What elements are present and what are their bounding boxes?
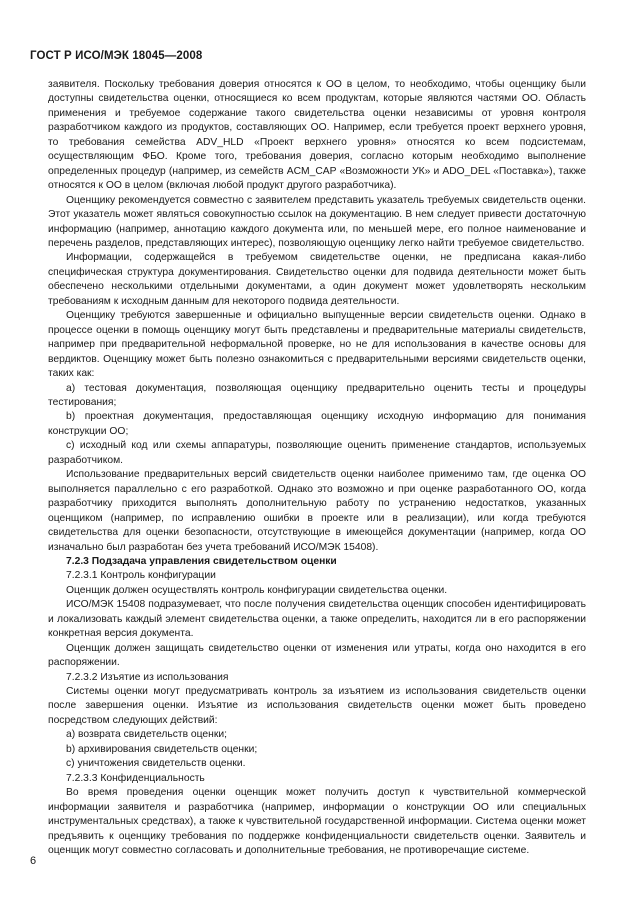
paragraph: Оценщику рекомендуется совместно с заявителем представить указатель требуемых свидетельств оценки. Этот указатель может являться совокупностью ссылок на документацию. В нем следует привести достаточную информацию (например, аннотацию каждого документа или, по меньшей мере, его полное наименование и перечень разделов, представляющих интерес), позволяющую оценщику легко найти требуемое свидетельство. bbox=[48, 194, 586, 249]
paragraph: Оценщик должен осуществлять контроль конфигурации свидетельства оценки. bbox=[66, 584, 448, 596]
list-item: c) уничтожения свидетельств оценки. bbox=[66, 758, 246, 770]
paragraph: Оценщику требуются завершенные и официально выпущенные версии свидетельств оценки. Однако в процессе оценки в помощь оценщику могут быть представлены и предварительные материалы свидетельств, например при предварительной неформальной проверке, но не для использования в качестве основы для вердиктов. Оценщику может быть полезно ознакомиться с предварительными версиями свидетельств оценки, таких как: bbox=[48, 310, 586, 380]
paragraph: Информации, содержащейся в требуемом свидетельстве оценки, не предписана какая-либо специфическая структура документирования. Свидетельство оценки для подвида деятельности может быть обеспечено несколькими отдельными документами, а один документ может удовлетворять нескольким требованиям к исходным данным для некоторого подвида деятельности. bbox=[48, 252, 586, 307]
list-item: a) тестовая документация, позволяющая оценщику предварительно оценить тесты и процедуры тестирования; bbox=[48, 382, 586, 408]
body-text bbox=[48, 78, 586, 858]
paragraph: Во время проведения оценки оценщик может получить доступ к чувствительной коммерческой информации заявителя и разработчика (например, информации о конструкции ОО или специальных инструментальных средствах), а также к чувствительной государственной информации. Система оценки может предъявить к оценщику требования по поддержке конфиденциальности свидетельств оценки. Заявитель и оценщик могут совместно согласовать и дополнительные требования, не противоречащие системе. bbox=[48, 787, 586, 857]
list-item: a) возврата свидетельств оценки; bbox=[66, 729, 227, 741]
subsection-heading: 7.2.3.2 Изъятие из использования bbox=[66, 671, 229, 683]
subsection-heading: 7.2.3.1 Контроль конфигурации bbox=[66, 570, 216, 582]
paragraph: Системы оценки могут предусматривать контроль за изъятием из использования свидетельств оценки после завершения оценки. Изъятие из использования свидетельств оценки может быть проведено посредством следующих действий: bbox=[48, 686, 586, 726]
paragraph: Оценщик должен защищать свидетельство оценки от изменения или утраты, когда оно находится в его распоряжении. bbox=[48, 642, 586, 669]
paragraph: Использование предварительных версий свидетельств оценки наиболее применимо там, где оценка ОО выполняется параллельно с его разработкой. Однако это возможно и при оценке разработанного ОО, когда разработчику приходится выполнять дополнительную работу по устранению недостатков, указанных оценщиком (например, по исправлению ошибки в проекте или в реализации), или когда требуются свидетельства для оценки безопасности, отсутствующие в имеющейся документации (например, когда ОО изначально был разработан без учета требований ИСО/МЭК 15408). bbox=[48, 469, 586, 553]
subsection-heading: 7.2.3.3 Конфиденциальность bbox=[66, 772, 205, 784]
section-heading: 7.2.3 Подзадача управления свидетельством оценки bbox=[66, 555, 337, 567]
list-item: c) исходный код или схемы аппаратуры, позволяющие оценить применение стандартов, используемых разработчиком. bbox=[48, 440, 586, 466]
list-item: b) архивирования свидетельств оценки; bbox=[66, 743, 258, 755]
page-header: ГОСТ Р ИСО/МЭК 18045—2008 bbox=[30, 50, 203, 62]
list-item: b) проектная документация, предоставляющая оценщику исходную информацию для понимания конструкции ОО; bbox=[48, 411, 586, 437]
paragraph: заявителя. Поскольку требования доверия относятся к ОО в целом, то необходимо, чтобы оценщику были доступны свидетельства оценки, относящиеся ко всем продуктам, которые являются частями ОО. Область применения и требуемое содержание такого свидетельства оценки независимы от уровня контроля разработчиком каждого из продуктов, составляющих ОО. Например, если требуется проект верхнего уровня, то требования семейства ADV_HLD «Проект верхнего уровня» относятся ко всем подсистемам, осуществляющим ФБО. Кроме того, требования доверия, согласно которым необходимо выполнение определенных процедур (например, из семейств ACM_CAP «Возможности УК» и ADO_DEL «Поставка»), также относятся к ОО в целом (включая любой продукт другого разработчика). bbox=[48, 79, 586, 192]
paragraph: ИСО/МЭК 15408 подразумевает, что после получения свидетельства оценщик способен идентифицировать и локализовать каждый элемент свидетельства оценки, а также определить, находится ли в его распоряжении конкретная версия документа. bbox=[48, 599, 586, 640]
page-number: 6 bbox=[30, 855, 37, 867]
